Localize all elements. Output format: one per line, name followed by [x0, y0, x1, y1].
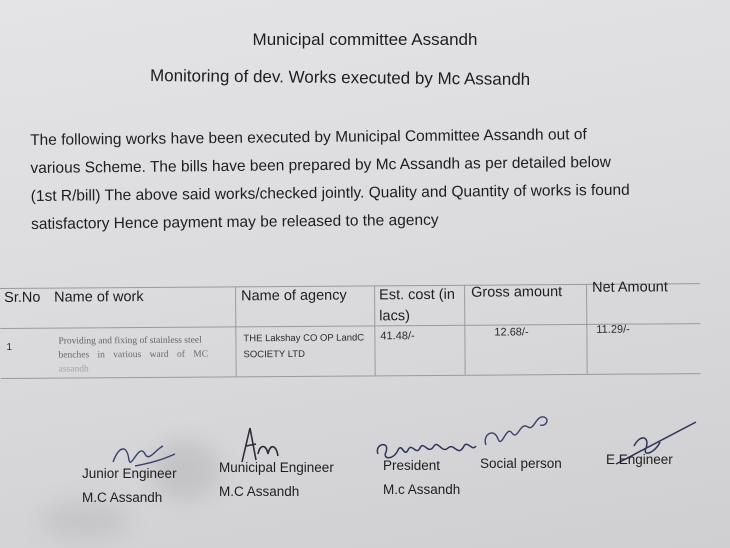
document-title: Municipal committee Assandh [252, 30, 478, 49]
table-rule [0, 323, 700, 329]
table-rule [464, 285, 466, 375]
e-engineer-title: E Engineer [606, 452, 673, 467]
row-gross-amount: 12.68/- [494, 326, 529, 339]
junior-engineer-title: Junior Engineer [82, 466, 177, 481]
intro-paragraph [30, 119, 711, 239]
row-agency-line: THE Lakshay CO OP LandC [243, 332, 365, 345]
header-work: Name of work [54, 288, 144, 306]
table-rule [374, 285, 376, 375]
row-srno: 1 [6, 341, 13, 353]
document-subtitle: Monitoring of dev. Works executed by Mc Assandh [149, 66, 531, 89]
president-title: President [383, 458, 441, 473]
table-rule [586, 284, 588, 374]
table-rule [235, 286, 237, 376]
signature-block-social-person [480, 452, 562, 476]
paragraph-line: satisfactory Hence payment may be released to the agency [30, 211, 439, 233]
signature-block-junior-engineer [62, 462, 177, 510]
row-agency-line: SOCIETY LTD [243, 348, 305, 361]
header-net: Net Amount [592, 279, 668, 296]
table-rule [1, 373, 701, 379]
header-gross: Gross amount [471, 284, 563, 301]
works-table [0, 275, 730, 375]
row-work-line: benches in various ward of MC [58, 349, 209, 361]
signature-block-municipal-engineer [219, 456, 334, 504]
header-agency: Name of agency [241, 287, 347, 305]
president-place: M.c Assandh [383, 482, 461, 497]
header-srno: Sr.No [4, 289, 41, 306]
row-est-cost: 41.48/- [380, 330, 415, 343]
municipal-engineer-place: M.C Assandh [219, 484, 300, 499]
row-work-line: Providing and fixing of stainless steel [58, 335, 202, 347]
paragraph-line: The following works have been executed by Municipal Committee Assandh out of [30, 126, 587, 149]
social-person-title: Social person [480, 456, 562, 471]
signature-block-e-engineer [606, 448, 673, 472]
municipal-engineer-title: Municipal Engineer [219, 460, 334, 475]
paragraph-line: (1st R/bill) The above said works/checked jointly. Quality and Quantity of works is found [30, 181, 630, 205]
paragraph-line: various Scheme. The bills have been prepared by Mc Assandh as per detailed below [30, 153, 611, 177]
row-net-amount: 11.29/- [596, 323, 630, 336]
signature-block-president [383, 454, 460, 502]
header-est-cost-unit: lacs) [379, 308, 410, 325]
row-work-line: assandh [58, 364, 89, 375]
header-est-cost: Est. cost (in [379, 286, 455, 304]
junior-engineer-place: M.C Assandh [82, 490, 163, 505]
